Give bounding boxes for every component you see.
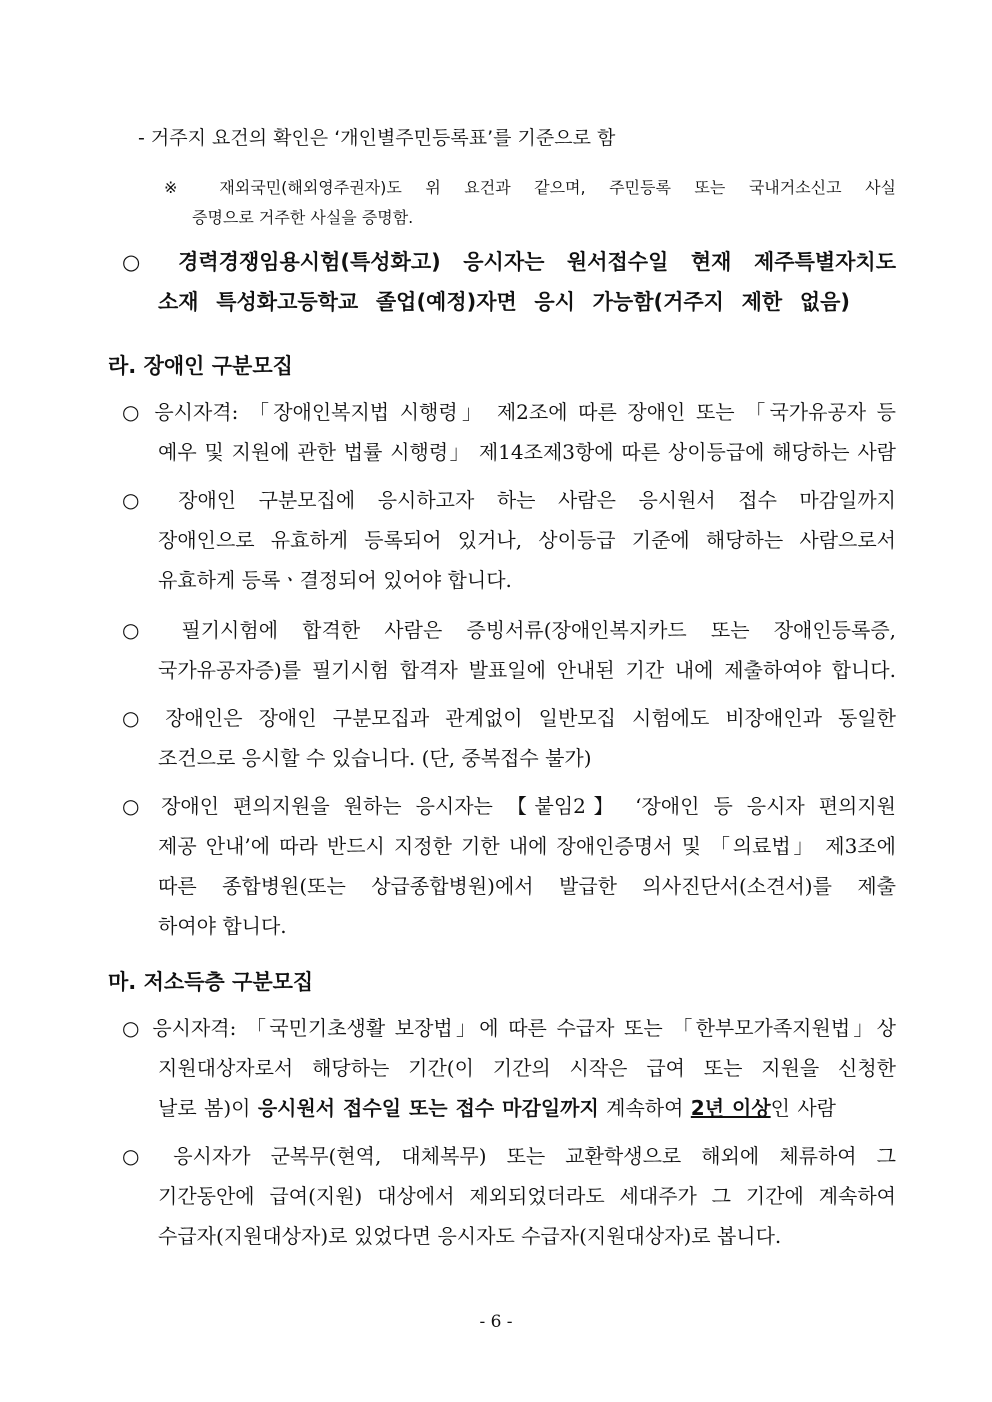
ra-item-4-line-1: ○ 장애인은 장애인 구분모집과 관계없이 일반모집 시험에도 비장애인과 동일한 bbox=[122, 706, 896, 730]
ma-item-1-line-3-part-c: 계속하여 bbox=[598, 1096, 691, 1120]
ra-item-5-line-2: 제공 안내’에 따라 반드시 지정한 기한 내에 장애인증명서 및 「의료법」 제3조에 bbox=[158, 834, 896, 858]
ra-item-2-line-2: 장애인으로 유효하게 등록되어 있거나, 상이등급 기준에 해당하는 사람으로서 bbox=[158, 528, 896, 552]
ra-item-2-line-3: 유효하게 등록ㆍ결정되어 있어야 합니다. bbox=[158, 568, 512, 592]
ra-item-3-line-1: ○ 필기시험에 합격한 사람은 증빙서류(장애인복지카드 또는 장애인등록증, bbox=[122, 618, 896, 642]
ma-item-1-line-3 bbox=[158, 1096, 896, 1120]
ma-item-1-line-3-part-e: 인 사람 bbox=[770, 1096, 836, 1120]
ma-item-1-deadline-emphasis: 응시원서 접수일 또는 접수 마감일까지 bbox=[257, 1096, 599, 1120]
ra-item-1-line-2: 예우 및 지원에 관한 법률 시행령」 제14조제3항에 따른 상이등급에 해당하는 사람 bbox=[158, 440, 896, 464]
ma-item-2-line-2: 기간동안에 급여(지원) 대상에서 제외되었더라도 세대주가 그 기간에 계속하여 bbox=[158, 1184, 896, 1208]
ma-item-1-line-3-part-a: 날로 봄)이 bbox=[158, 1096, 258, 1120]
page-number: - 6 - bbox=[479, 1312, 513, 1332]
section-ra-heading: 라. 장애인 구분모집 bbox=[108, 354, 293, 378]
specialized-line-2: 소재 특성화고등학교 졸업(예정)자면 응시 가능함(거주지 제한 없음) bbox=[158, 290, 850, 314]
section-ma-heading: 마. 저소득층 구분모집 bbox=[108, 970, 314, 994]
ma-item-1-line-1: ○ 응시자격: 「국민기초생활 보장법」에 따른 수급자 또는 「한부모가족지원법」상 bbox=[122, 1016, 896, 1040]
ma-item-1-line-2: 지원대상자로서 해당하는 기간(이 기간의 시작은 급여 또는 지원을 신청한 bbox=[158, 1056, 896, 1080]
residence-note-line-1: ※ 재외국민(해외영주권자)도 위 요건과 같으며, 주민등록 또는 국내거소신고 사실 bbox=[164, 178, 896, 197]
ra-item-2-line-1: ○ 장애인 구분모집에 응시하고자 하는 사람은 응시원서 접수 마감일까지 bbox=[122, 488, 896, 512]
residence-dash-line: - 거주지 요건의 확인은 ‘개인별주민등록표’를 기준으로 함 bbox=[138, 127, 616, 149]
ra-item-3-line-2: 국가유공자증)를 필기시험 합격자 발표일에 안내된 기간 내에 제출하여야 합니다. bbox=[158, 658, 896, 682]
ma-item-2-line-1: ○ 응시자가 군복무(현역, 대체복무) 또는 교환학생으로 해외에 체류하여 그 bbox=[122, 1144, 896, 1168]
ma-item-2-line-3: 수급자(지원대상자)로 있었다면 응시자도 수급자(지원대상자)로 봅니다. bbox=[158, 1224, 782, 1248]
ra-item-5-line-1: ○ 장애인 편의지원을 원하는 응시자는 【붙임2】 ‘장애인 등 응시자 편의지원 bbox=[122, 794, 896, 818]
ra-item-5-line-4: 하여야 합니다. bbox=[158, 914, 287, 938]
specialized-line-1: ○ 경력경쟁임용시험(특성화고) 응시자는 원서접수일 현재 제주특별자치도 bbox=[122, 250, 896, 274]
ra-item-4-line-2: 조건으로 응시할 수 있습니다. (단, 중복접수 불가) bbox=[158, 746, 592, 770]
ra-item-5-line-3: 따른 종합병원(또는 상급종합병원)에서 발급한 의사진단서(소견서)를 제출 bbox=[158, 874, 896, 898]
residence-note-line-2: 증명으로 거주한 사실을 증명함. bbox=[192, 208, 414, 227]
ma-item-1-duration-emphasis: 2년 이상 bbox=[690, 1096, 771, 1120]
ra-item-1-line-1: ○ 응시자격: 「장애인복지법 시행령」 제2조에 따른 장애인 또는 「국가유공자 등 bbox=[122, 400, 896, 424]
